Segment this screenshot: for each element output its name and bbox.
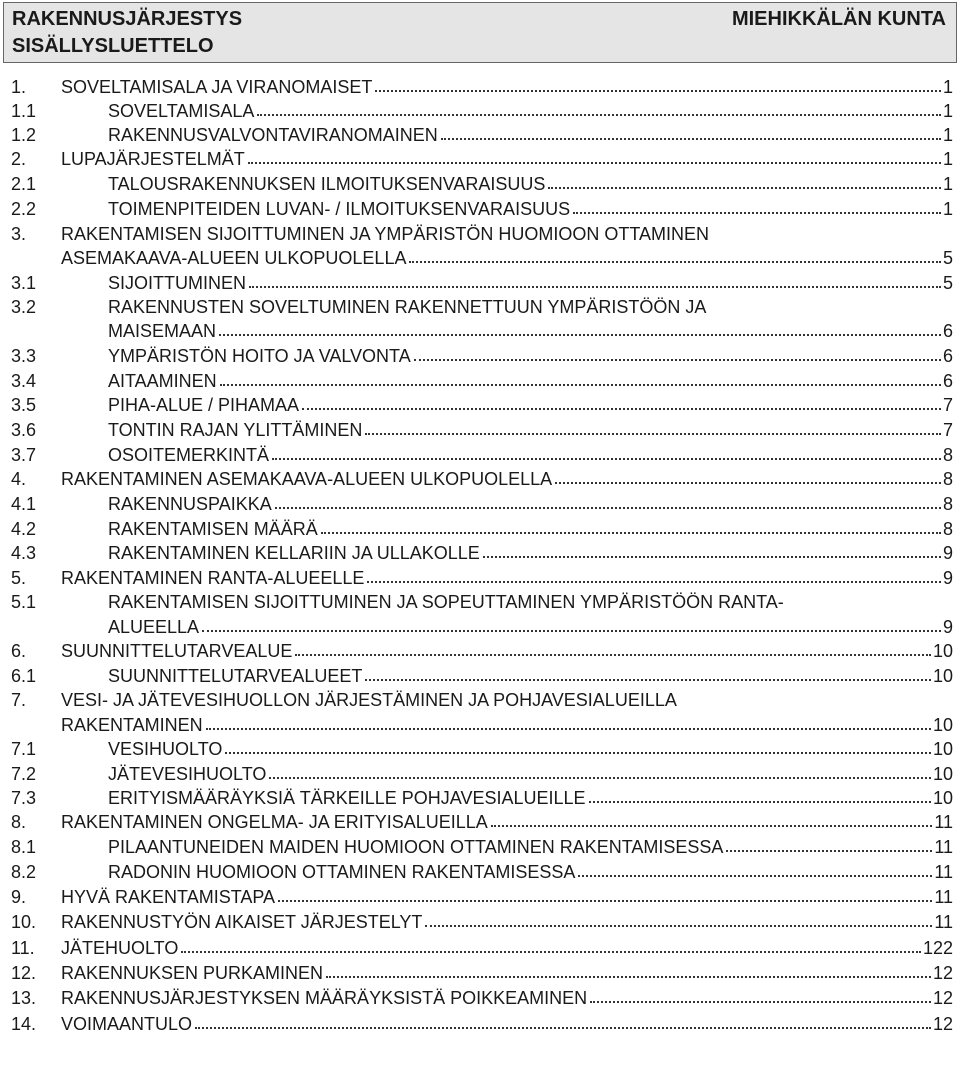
toc-entry-title: TOIMENPITEIDEN LUVAN- / ILMOITUKSENVARAISUUS <box>108 199 571 219</box>
toc-entry[interactable] <box>11 147 953 171</box>
toc-entry-page: 1 <box>942 125 953 145</box>
toc-entry-page: 1 <box>942 174 953 194</box>
toc-entry-title: YMPÄRISTÖN HOITO JA VALVONTA <box>108 346 411 366</box>
toc-entry-title: RAKENNUKSEN PURKAMINEN <box>61 963 324 983</box>
toc-entry-number: 12. <box>11 963 37 983</box>
toc-entry-page: 6 <box>942 321 953 341</box>
toc-entry-number: 8.1 <box>11 837 37 857</box>
toc-entry-page: 6 <box>942 371 953 391</box>
toc-entry-number: 13. <box>11 988 37 1008</box>
toc-entry-page: 8 <box>942 494 953 514</box>
toc-entry-page: 1 <box>942 101 953 121</box>
toc-dot-leader <box>302 393 941 410</box>
toc-entry[interactable] <box>11 197 953 221</box>
toc-dot-leader <box>219 319 941 336</box>
toc-entry[interactable] <box>11 615 953 639</box>
toc-entry-number: 1.1 <box>11 101 37 121</box>
toc-dot-leader <box>573 197 941 214</box>
toc-entry-title: RAKENNUSVALVONTAVIRANOMAINEN <box>108 125 438 145</box>
toc-entry-number: 2.1 <box>11 174 37 194</box>
municipality-name: MIEHIKKÄLÄN KUNTA <box>731 8 946 30</box>
toc-entry-title: PILAANTUNEIDEN MAIDEN HUOMIOON OTTAMINEN RAKENTAMISESSA <box>108 837 724 857</box>
toc-entry-page: 10 <box>932 715 953 735</box>
toc-dot-leader <box>409 246 941 263</box>
toc-entry[interactable] <box>11 393 953 417</box>
toc-dot-leader <box>375 75 941 92</box>
toc-entry-number: 1.2 <box>11 125 37 145</box>
toc-dot-leader <box>578 860 932 877</box>
toc-entry[interactable] <box>11 713 953 737</box>
toc-entry-number: 4.1 <box>11 494 37 514</box>
toc-entry-page: 9 <box>942 568 953 588</box>
toc-entry-page: 9 <box>942 543 953 563</box>
toc-entry-page: 7 <box>942 420 953 440</box>
toc-entry-page: 11 <box>934 837 953 857</box>
toc-entry-title: RAKENTAMISEN MÄÄRÄ <box>108 519 318 539</box>
toc-dot-leader <box>365 664 931 681</box>
toc-dot-leader <box>441 123 941 140</box>
toc-entry[interactable] <box>11 590 953 614</box>
toc-entry-title: MAISEMAAN <box>108 321 217 341</box>
toc-entry-page: 11 <box>934 912 953 932</box>
toc-entry[interactable] <box>11 910 953 934</box>
toc-entry-page: 5 <box>942 248 953 268</box>
toc-entry-page: 10 <box>932 666 953 686</box>
toc-entry-page: 6 <box>942 346 953 366</box>
toc-entry[interactable] <box>11 936 953 960</box>
toc-entry-page: 11 <box>934 812 953 832</box>
toc-entry-number: 11. <box>11 938 35 958</box>
toc-entry-number: 3.5 <box>11 395 37 415</box>
toc-entry[interactable] <box>11 172 953 196</box>
toc-entry-number: 2.2 <box>11 199 37 219</box>
toc-entry-number: 5.1 <box>11 592 37 612</box>
toc-entry[interactable] <box>11 75 953 99</box>
toc-entry-title: TALOUSRAKENNUKSEN ILMOITUKSENVARAISUUS <box>108 174 546 194</box>
toc-entry[interactable] <box>11 99 953 123</box>
toc-entry[interactable] <box>11 961 953 985</box>
toc-entry-page: 1 <box>942 77 953 97</box>
toc-entry-page: 12 <box>932 963 953 983</box>
toc-entry[interactable] <box>11 271 953 295</box>
toc-entry[interactable] <box>11 492 953 516</box>
toc-dot-leader <box>220 369 941 386</box>
toc-dot-leader <box>491 810 933 827</box>
toc-dot-leader <box>548 172 941 189</box>
toc-dot-leader <box>206 713 931 730</box>
toc-dot-leader <box>367 566 941 583</box>
toc-entry[interactable] <box>11 319 953 343</box>
toc-entry[interactable] <box>11 986 953 1010</box>
toc-entry-title: RAKENNUSTEN SOVELTUMINEN RAKENNETTUUN YMPÄRISTÖÖN JA <box>108 297 707 317</box>
toc-entry-title: SOVELTAMISALA JA VIRANOMAISET <box>61 77 373 97</box>
toc-entry-page: 1 <box>942 149 953 169</box>
toc-entry-number: 7.2 <box>11 764 37 784</box>
toc-dot-leader <box>365 418 941 435</box>
toc-entry-title: RAKENNUSTYÖN AIKAISET JÄRJESTELYT <box>61 912 423 932</box>
toc-entry[interactable] <box>11 1012 953 1036</box>
toc-dot-leader <box>589 786 931 803</box>
toc-entry-title: RAKENTAMISEN SIJOITTUMINEN JA YMPÄRISTÖN HUOMIOON OTTAMINEN <box>61 224 710 244</box>
toc-dot-leader <box>726 835 932 852</box>
toc-entry[interactable] <box>11 541 953 565</box>
toc-entry-page: 10 <box>932 641 953 661</box>
toc-dot-leader <box>278 885 932 902</box>
toc-entry-number: 4. <box>11 469 27 489</box>
toc-entry-number: 3.3 <box>11 346 37 366</box>
toc-entry-page: 5 <box>942 273 953 293</box>
toc-entry-number: 8.2 <box>11 862 37 882</box>
toc-entry-title: RAKENTAMINEN ONGELMA- JA ERITYISALUEILLA <box>61 812 488 832</box>
toc-dot-leader <box>272 443 941 460</box>
toc-dot-leader <box>195 1012 931 1029</box>
toc-dot-leader <box>321 517 941 534</box>
toc-entry-page: 11 <box>934 887 953 907</box>
toc-dot-leader <box>425 910 932 927</box>
toc-entry-number: 7.3 <box>11 788 37 808</box>
toc-entry-title: VESIHUOLTO <box>108 739 223 759</box>
toc-entry-title: VOIMAANTULO <box>61 1014 193 1034</box>
toc-entry-title: ALUEELLA <box>108 617 200 637</box>
toc-entry-title: SIJOITTUMINEN <box>108 273 246 293</box>
toc-dot-leader <box>555 467 941 484</box>
toc-dot-leader <box>181 936 921 953</box>
toc-entry-title: SOVELTAMISALA <box>108 101 255 121</box>
toc-entry-number: 3. <box>11 224 27 244</box>
toc-entry-number: 2. <box>11 149 27 169</box>
toc-entry[interactable] <box>11 664 953 688</box>
toc-entry-page: 8 <box>942 519 953 539</box>
toc-entry[interactable] <box>11 786 953 810</box>
toc-dot-leader <box>248 147 941 164</box>
toc-dot-leader <box>483 541 941 558</box>
toc-entry-title: JÄTEVESIHUOLTO <box>108 764 267 784</box>
toc-entry-page: 7 <box>942 395 953 415</box>
toc-entry[interactable] <box>11 762 953 786</box>
toc-dot-leader <box>202 615 941 632</box>
toc-entry-number: 6. <box>11 641 27 661</box>
toc-entry-title: AITAAMINEN <box>108 371 217 391</box>
toc-entry[interactable] <box>11 639 953 663</box>
toc-entry-page: 8 <box>942 445 953 465</box>
toc-entry-number: 14. <box>11 1014 37 1034</box>
toc-entry-title: SUUNNITTELUTARVEALUE <box>61 641 293 661</box>
toc-entry[interactable] <box>11 860 953 884</box>
toc-entry-page: 12 <box>932 988 953 1008</box>
toc-entry[interactable] <box>11 222 953 246</box>
toc-entry-page: 9 <box>942 617 953 637</box>
toc-dot-leader <box>590 986 931 1003</box>
toc-entry-title: RAKENTAMINEN <box>61 715 203 735</box>
toc-entry[interactable] <box>11 688 953 712</box>
toc-entry-page: 8 <box>942 469 953 489</box>
toc-entry-title: RAKENNUSPAIKKA <box>108 494 272 514</box>
toc-entry-title: OSOITEMERKINTÄ <box>108 445 270 465</box>
toc-entry-page: 10 <box>932 739 953 759</box>
toc-entry-title: RAKENTAMINEN KELLARIIN JA ULLAKOLLE <box>108 543 480 563</box>
toc-entry-number: 3.1 <box>11 273 37 293</box>
toc-entry-number: 9. <box>11 887 27 907</box>
toc-entry[interactable] <box>11 246 953 270</box>
toc-entry-title: RAKENTAMISEN SIJOITTUMINEN JA SOPEUTTAMINEN YMPÄRISTÖÖN RANTA- <box>108 592 784 612</box>
toc-entry-title: JÄTEHUOLTO <box>61 938 179 958</box>
toc-dot-leader <box>275 492 941 509</box>
toc-entry-number: 7. <box>11 690 27 710</box>
toc-entry-number: 4.2 <box>11 519 37 539</box>
toc-dot-leader <box>225 737 931 754</box>
toc-entry-page: 10 <box>932 764 953 784</box>
document-title: RAKENNUSJÄRJESTYS <box>12 8 243 30</box>
toc-dot-leader <box>414 344 941 361</box>
toc-entry-number: 5. <box>11 568 27 588</box>
toc-entry-number: 8. <box>11 812 27 832</box>
toc-entry-number: 6.1 <box>11 666 37 686</box>
toc-entry-title: ASEMAKAAVA-ALUEEN ULKOPUOLELLA <box>61 248 407 268</box>
toc-entry-number: 1. <box>11 77 27 97</box>
toc-dot-leader <box>257 99 941 116</box>
toc-entry[interactable] <box>11 566 953 590</box>
toc-entry-title: SUUNNITTELUTARVEALUEET <box>108 666 363 686</box>
toc-entry-title: PIHA-ALUE / PIHAMAA <box>108 395 300 415</box>
toc-entry[interactable] <box>11 885 953 909</box>
toc-entry[interactable] <box>11 123 953 147</box>
toc-dot-leader <box>269 762 931 779</box>
toc-entry-number: 3.7 <box>11 445 37 465</box>
toc-entry-number: 10. <box>11 912 37 932</box>
toc-entry-title: RAKENNUSJÄRJESTYKSEN MÄÄRÄYKSISTÄ POIKKEAMINEN <box>61 988 588 1008</box>
toc-entry-title: LUPAJÄRJESTELMÄT <box>61 149 245 169</box>
toc-entry-page: 10 <box>932 788 953 808</box>
toc-entry[interactable] <box>11 835 953 859</box>
toc-dot-leader <box>326 961 931 978</box>
toc-entry-number: 4.3 <box>11 543 37 563</box>
toc-dot-leader <box>249 271 941 288</box>
toc-entry-title: ERITYISMÄÄRÄYKSIÄ TÄRKEILLE POHJAVESIALUEILLE <box>108 788 586 808</box>
toc-entry[interactable] <box>11 467 953 491</box>
toc-entry[interactable] <box>11 344 953 368</box>
toc-dot-leader <box>295 639 931 656</box>
toc-entry-title: RAKENTAMINEN ASEMAKAAVA-ALUEEN ULKOPUOLELLA <box>61 469 553 489</box>
toc-entry[interactable] <box>11 443 953 467</box>
toc-entry[interactable] <box>11 737 953 761</box>
toc-entry-title: RADONIN HUOMIOON OTTAMINEN RAKENTAMISESSA <box>108 862 576 882</box>
toc-entry-number: 3.4 <box>11 371 37 391</box>
toc-entry-number: 3.6 <box>11 420 37 440</box>
toc-entry-title: VESI- JA JÄTEVESIHUOLLON JÄRJESTÄMINEN JA POHJAVESIALUEILLA <box>61 690 677 710</box>
toc-entry-title: TONTIN RAJAN YLITTÄMINEN <box>108 420 363 440</box>
toc-entry-page: 11 <box>934 862 953 882</box>
toc-entry[interactable] <box>11 418 953 442</box>
toc-entry-page: 12 <box>932 1014 953 1034</box>
toc-entry-number: 3.2 <box>11 297 37 317</box>
toc-entry-page: 1 <box>942 199 953 219</box>
toc-entry[interactable] <box>11 295 953 319</box>
toc-entry-number: 7.1 <box>11 739 37 759</box>
toc-entry-title: RAKENTAMINEN RANTA-ALUEELLE <box>61 568 365 588</box>
toc-entry[interactable] <box>11 369 953 393</box>
toc-entry[interactable] <box>11 517 953 541</box>
toc-heading: SISÄLLYSLUETTELO <box>12 35 214 57</box>
toc-entry-page: 122 <box>922 938 953 958</box>
toc-entry[interactable] <box>11 810 953 834</box>
toc-entry-title: HYVÄ RAKENTAMISTAPA <box>61 887 276 907</box>
